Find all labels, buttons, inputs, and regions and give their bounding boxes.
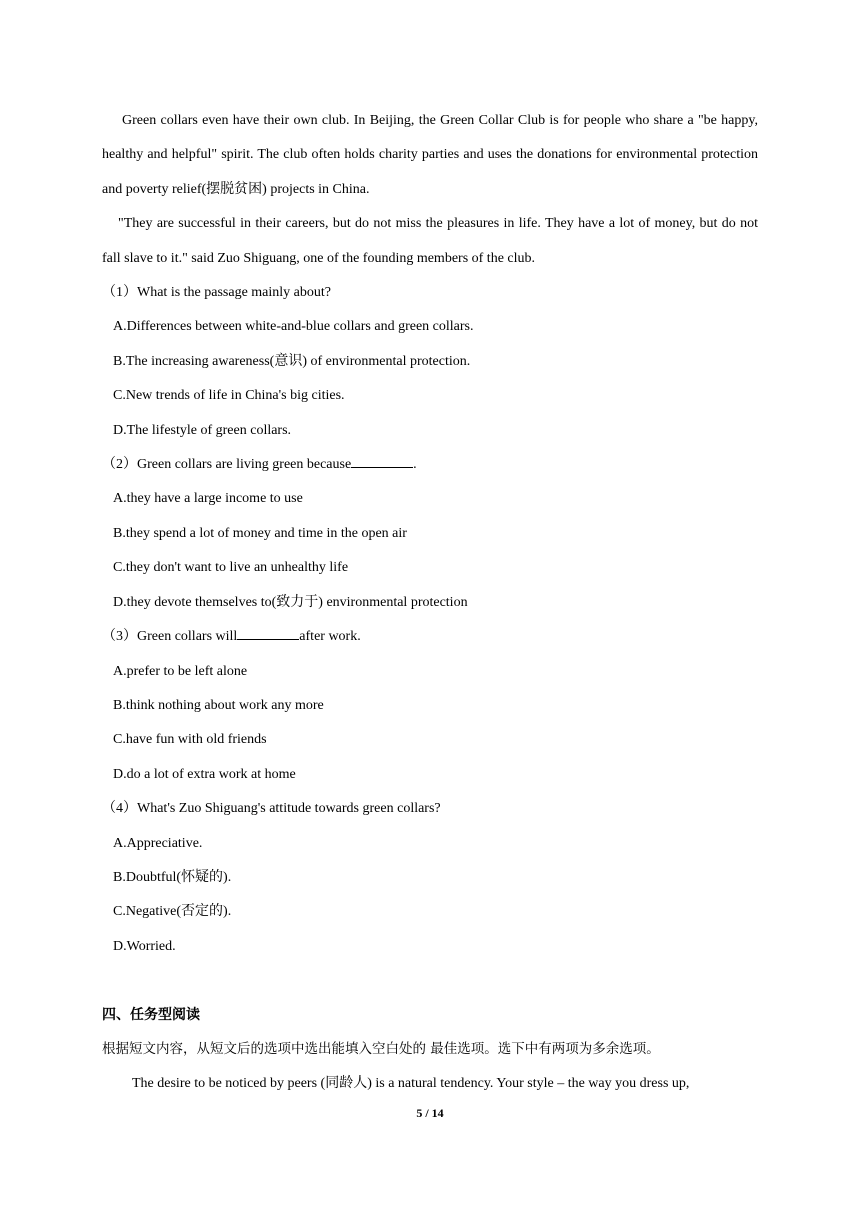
question-4-option-c: C.Negative(否定的). — [113, 904, 232, 920]
answer-blank — [237, 626, 299, 640]
question-2-stem-text: （2）Green collars are living green because — [102, 457, 352, 473]
question-2-option-a: A.they have a large income to use — [113, 491, 303, 507]
page-current: 5 — [416, 1106, 423, 1120]
question-4-option-d: D.Worried. — [113, 938, 176, 954]
question-2-option-c: C.they don't want to live an unhealthy life — [113, 560, 349, 576]
question-2-option-b: B.they spend a lot of money and time in the open air — [113, 525, 407, 541]
question-1-option-a: A.Differences between white-and-blue collars and green collars. — [113, 319, 474, 335]
question-2-stem — [102, 448, 758, 482]
question-1-option-d: D.The lifestyle of green collars. — [113, 422, 292, 438]
section-title: 四、任务型阅读 — [102, 1007, 200, 1023]
page-separator: / — [422, 1106, 432, 1120]
section-instruction: 根据短文内容，从短文后的选项中选出能填入空白处的 最佳选项。选下中有两项为多余选项。 — [102, 1041, 660, 1057]
question-4-option-b: B.Doubtful(怀疑的). — [113, 869, 232, 885]
question-3-stem-text: （3）Green collars will — [102, 629, 238, 645]
question-2-option-d: D.they devote themselves to(致力于) environmental protection — [113, 594, 468, 610]
question-1-option-b: B.The increasing awareness(意识) of environmental protection. — [113, 353, 471, 369]
question-3-option-b: B.think nothing about work any more — [113, 697, 324, 713]
question-3-stem-end: after work. — [299, 629, 361, 645]
page-number — [0, 1106, 860, 1121]
question-3-option-c: C.have fun with old friends — [113, 732, 267, 748]
passage-first-line: The desire to be noticed by peers (同龄人) is a natural tendency. Your style – the way you dress up, — [132, 1076, 690, 1091]
question-3-option-d: D.do a lot of extra work at home — [113, 766, 296, 782]
question-1-option-c: C.New trends of life in China's big cities. — [113, 388, 345, 404]
page-total: 14 — [431, 1106, 444, 1120]
question-4-option-a: A.Appreciative. — [113, 835, 203, 851]
reading-content — [102, 104, 758, 964]
passage-paragraph-1: Green collars even have their own club. In Beijing, the Green Collar Club is for people who share a "be happy, healthy and helpful" spirit. The club often holds charity parties and uses the donations for environmental protection and poverty relief(摆脱贫困) projects in China. — [102, 113, 758, 197]
question-2-stem-end: . — [413, 457, 417, 473]
question-4-stem: （4）What's Zuo Shiguang's attitude towards green collars? — [102, 801, 441, 817]
passage-paragraph-2: "They are successful in their careers, but do not miss the pleasures in life. They have a lot of money, but do not fall slave to it." said Zuo Shiguang, one of the founding members of the club. — [102, 216, 758, 266]
answer-blank — [351, 454, 413, 468]
question-1-stem: （1）What is the passage mainly about? — [102, 285, 331, 301]
question-3-stem — [102, 620, 758, 654]
question-3-option-a: A.prefer to be left alone — [113, 663, 248, 679]
